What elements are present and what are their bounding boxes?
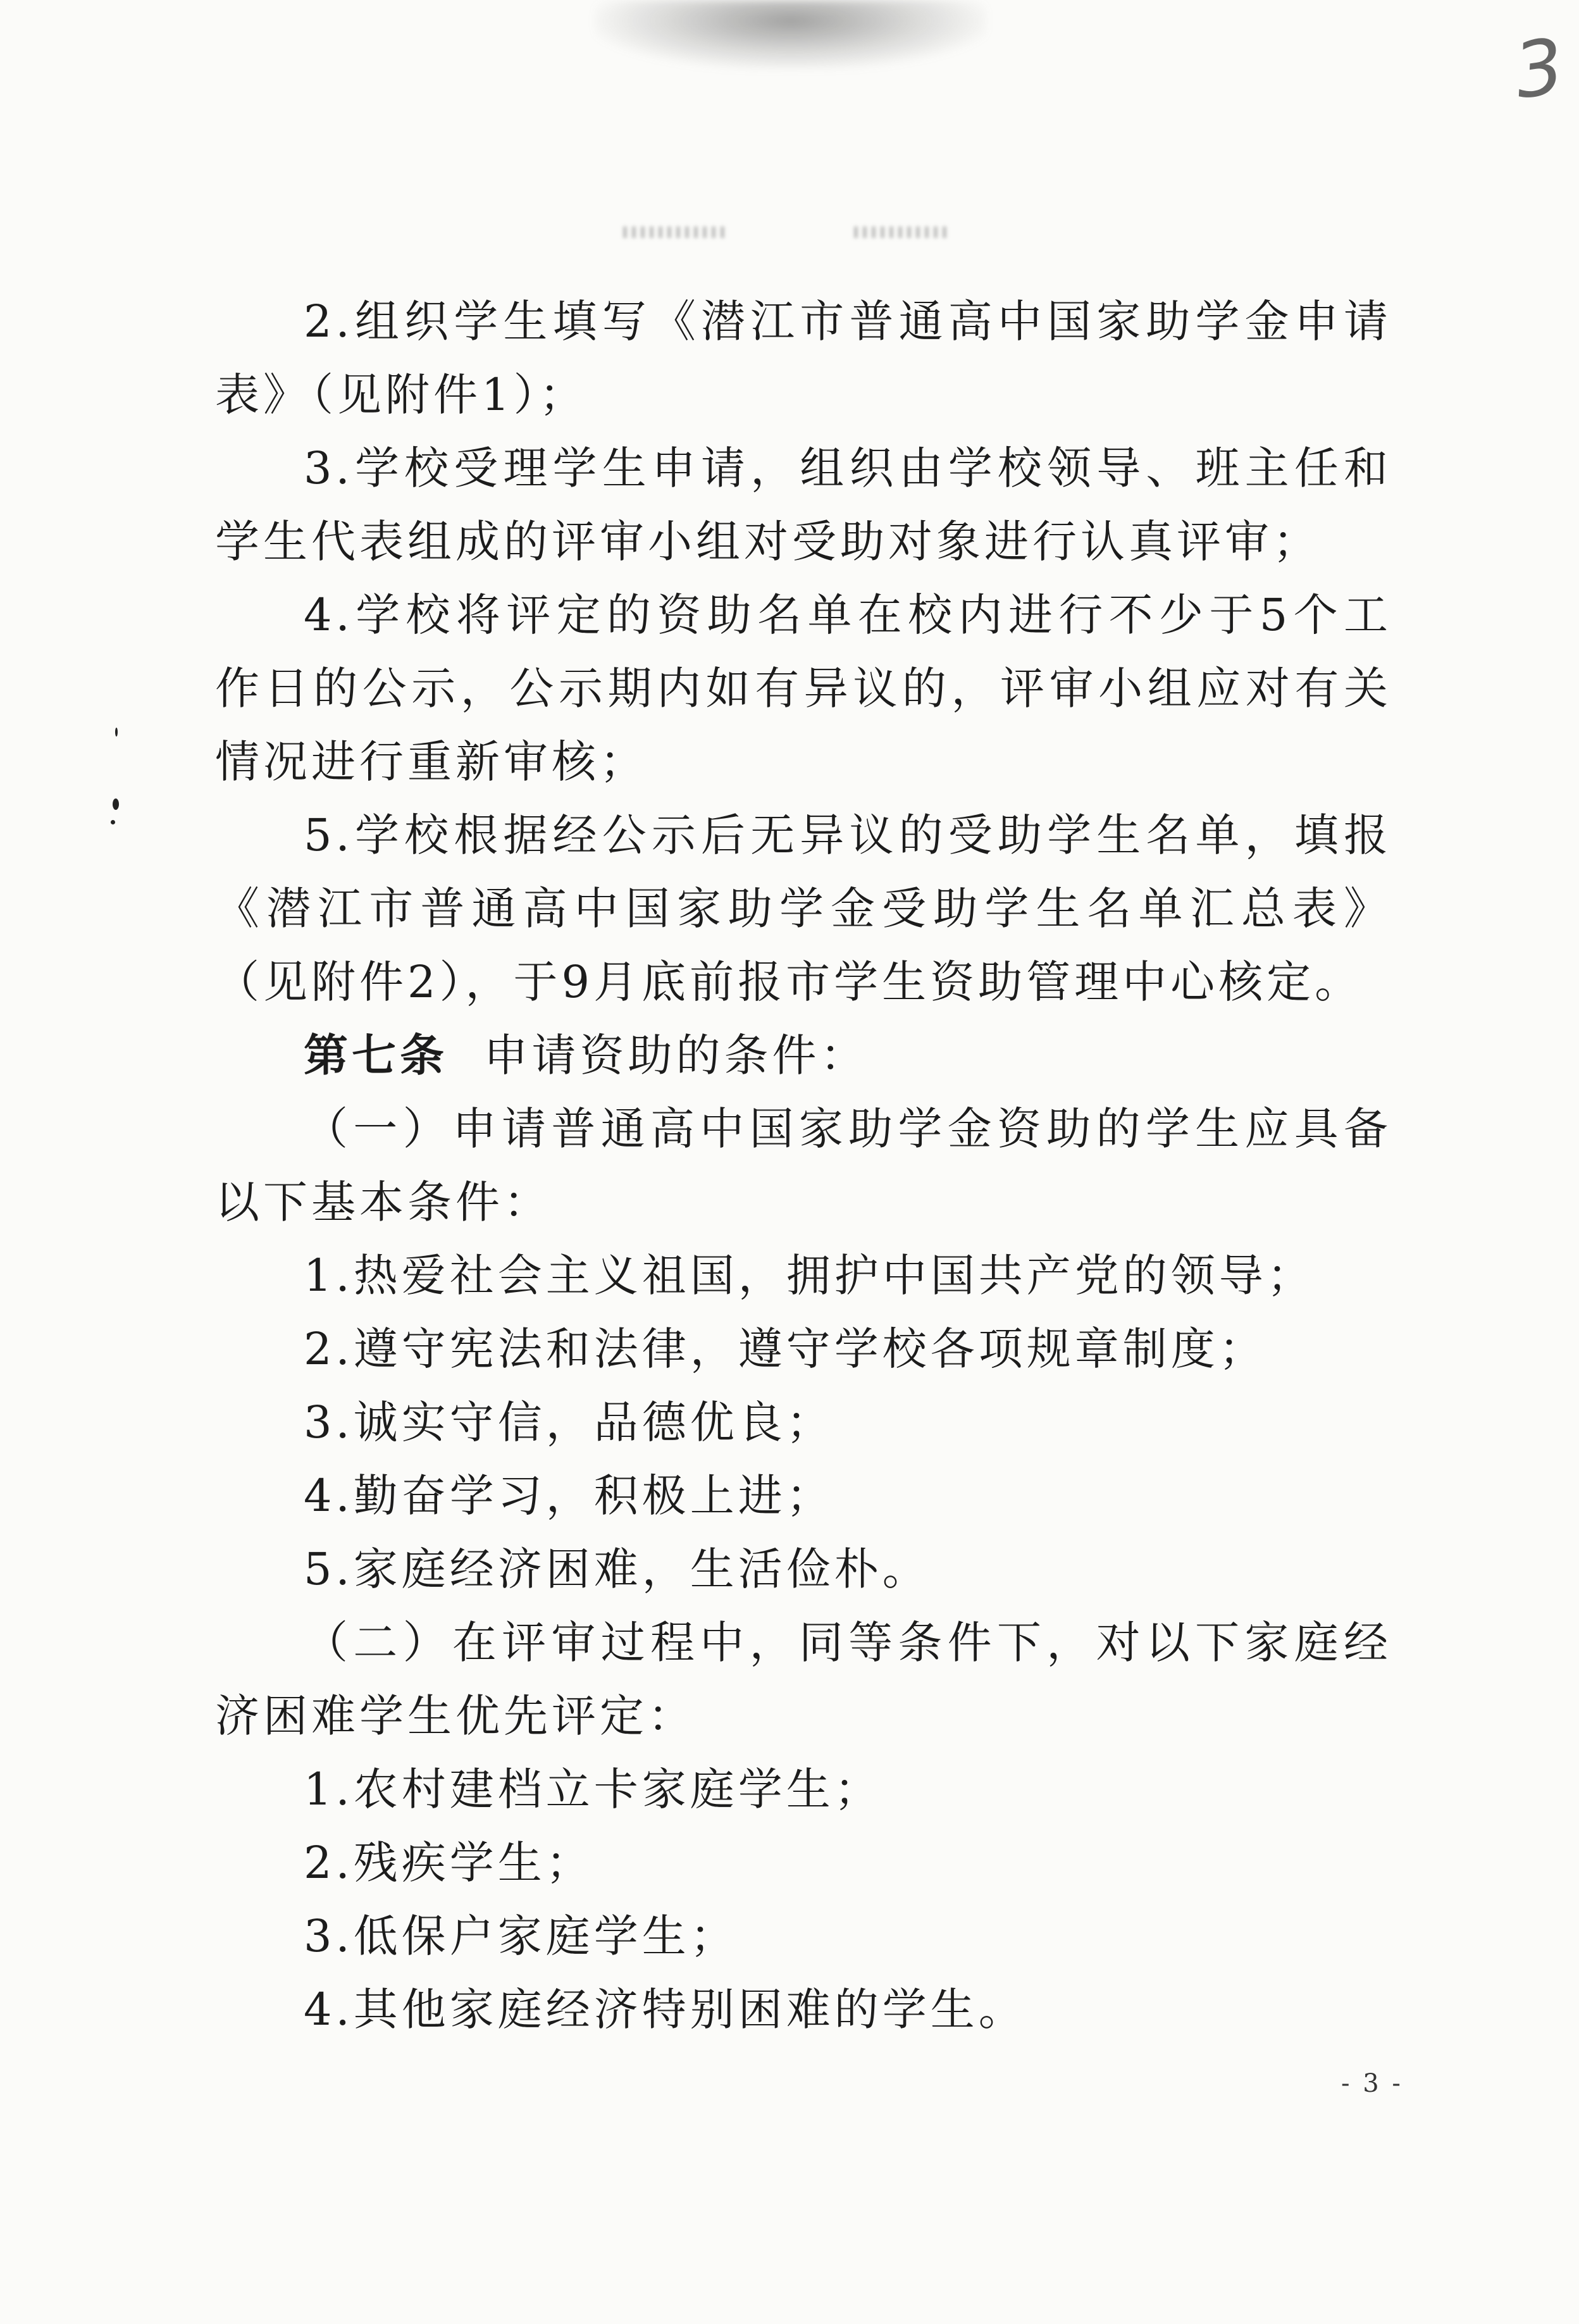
condition-item: 5.家庭经济困难，生活俭朴。 [304,1543,931,1595]
paragraph: 5.学校根据经公示后无异议的受助学生名单，填报《潜江市普通高中国家助学金受助学生名单汇总表》（见附件2），于9月底前报市学生资助管理中心核定。 [215,809,1392,1008]
condition-item: 3.诚实守信，品德优良； [304,1396,834,1448]
priority-item: 2.残疾学生； [304,1837,594,1889]
scan-artifact [854,227,949,238]
scan-artifact [623,227,724,238]
document-body [215,285,1392,2046]
page-number: - 3 - [1341,2069,1403,2098]
paragraph: 2.组织学生填写《潜江市普通高中国家助学金申请表》（见附件1）； [215,295,1392,421]
priority-item: 1.农村建档立卡家庭学生； [304,1763,882,1815]
scan-artifact [595,0,987,70]
condition-item: 1.热爱社会主义祖国，拥护中国共产党的领导； [304,1250,1315,1302]
paragraph: 4.学校将评定的资助名单在校内进行不少于5个工作日的公示，公示期内如有异议的，评审小组应对有关情况进行重新审核； [215,589,1392,788]
priority-item: 4.其他家庭经济特别困难的学生。 [304,1984,1027,2035]
condition-item: 4.勤奋学习，积极上进； [304,1470,834,1522]
scan-artifact [111,820,115,824]
priority-item: 3.低保户家庭学生； [304,1910,738,1962]
condition-item: 2.遵守宪法和法律，遵守学校各项规章制度； [304,1323,1267,1375]
scan-artifact [113,798,119,810]
handwritten-page-mark: 3 [1509,22,1570,116]
scan-artifact [115,728,118,736]
article-heading [215,1019,1392,1092]
section-one: （一）申请普通高中国家助学金资助的学生应具备以下基本条件： [215,1103,1392,1228]
article-title: 申请资助的条件： [483,1029,869,1081]
article-number: 第七条 [304,1029,448,1081]
section-two: （二）在评审过程中，同等条件下，对以下家庭经济困难学生优先评定： [215,1617,1392,1742]
paragraph: 3.学校受理学生申请，组织由学校领导、班主任和学生代表组成的评审小组对受助对象进行认真评审； [215,442,1392,568]
